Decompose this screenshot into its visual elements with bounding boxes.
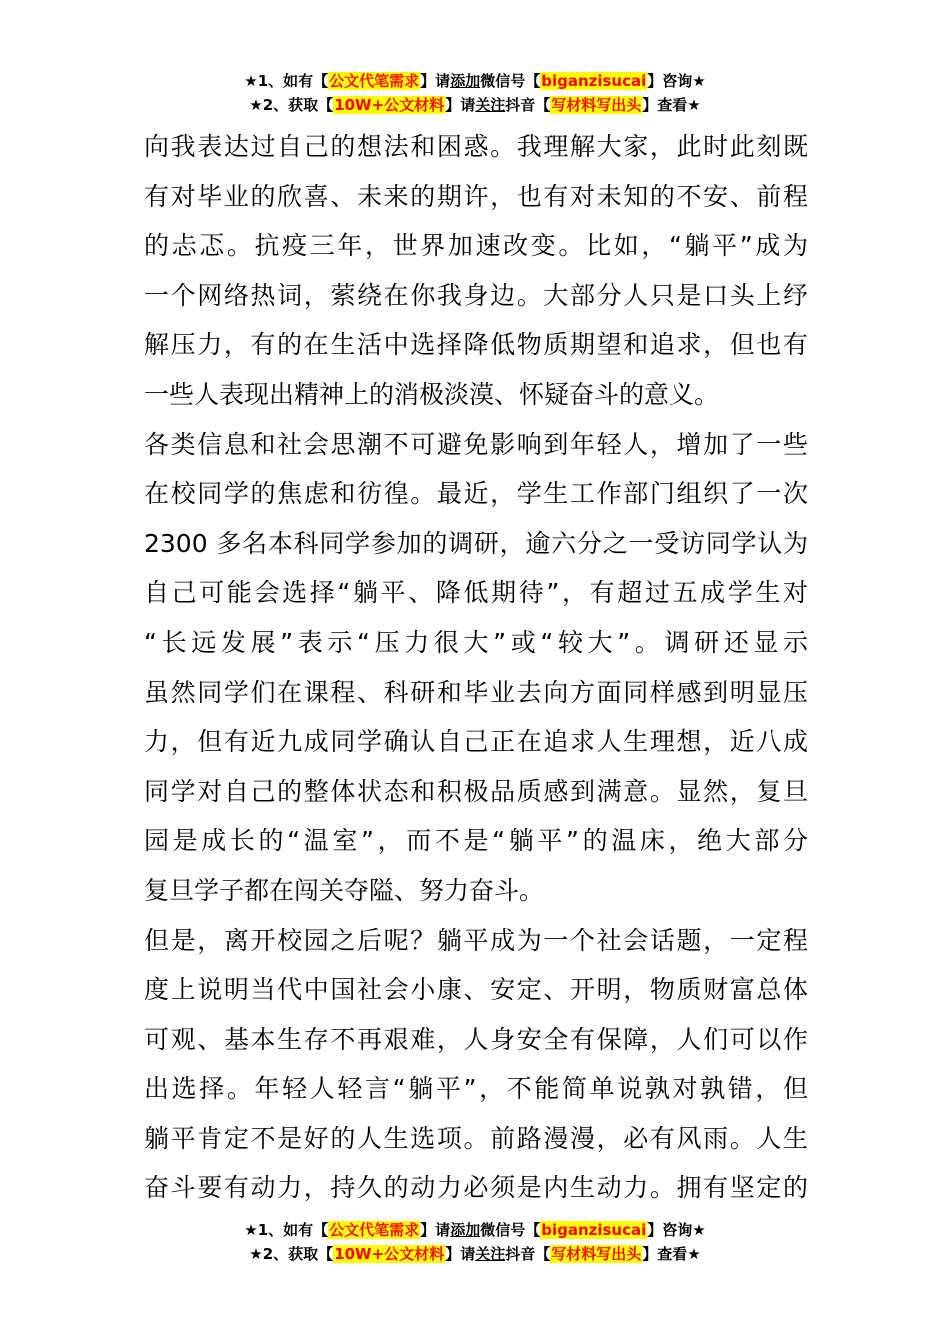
highlight-wechat-id: biganzisucai (541, 72, 647, 90)
underlined-word: 关注 (475, 1245, 506, 1263)
underlined-word: 添加 (450, 72, 481, 90)
body-line: 度上说明当代中国社会小康、安定、开明，物质财富总体 (144, 975, 808, 1005)
banner-line-2: ★2、获取【10W+公文材料】请关注抖音【写材料写出头】查看★ (249, 96, 701, 114)
header-banner (0, 70, 950, 118)
body-line: 同学对自己的整体状态和积极品质感到满意。显然，复旦 (144, 776, 808, 806)
banner-line-2: ★2、获取【10W+公文材料】请关注抖音【写材料写出头】查看★ (249, 1245, 701, 1263)
body-line: 可观、基本生存不再艰难，人身安全有保障，人们可以作 (144, 1024, 808, 1054)
banner-line-1: ★1、如有【公文代笔需求】请添加微信号【biganzisucai】咨询★ (244, 72, 706, 90)
footer-banner (0, 1219, 950, 1267)
highlight-service: 公文代笔需求 (329, 1221, 420, 1239)
body-line: 奋斗要有动力，持久的动力必须是内生动力。拥有坚定的 (144, 1173, 808, 1203)
banner-line-1: ★1、如有【公文代笔需求】请添加微信号【biganzisucai】咨询★ (244, 1221, 706, 1239)
body-line: 但是，离开校园之后呢？躺平成为一个社会话题，一定程 (144, 925, 808, 955)
highlight-douyin-account: 写材料写出头 (551, 1245, 642, 1263)
highlight-materials: 10W+公文材料 (334, 1245, 445, 1263)
underlined-word: 添加 (450, 1221, 481, 1239)
highlight-service: 公文代笔需求 (329, 72, 420, 90)
body-line: 一个网络热词，萦绕在你我身边。大部分人只是口头上纾 (144, 280, 808, 310)
body-line: 解压力，有的在生活中选择降低物质期望和追求，但也有 (144, 330, 808, 360)
body-line: 2300 多名本科同学参加的调研，逾六分之一受访同学认为 (144, 528, 808, 558)
body-line: 的忐忑。抗疫三年，世界加速改变。比如，“躺平”成为 (144, 231, 808, 261)
body-line: 在校同学的焦虑和彷徨。最近，学生工作部门组织了一次 (144, 479, 808, 509)
document-body (144, 122, 808, 1213)
highlight-materials: 10W+公文材料 (334, 96, 445, 114)
body-line: 力，但有近九成同学确认自己正在追求人生理想，近八成 (144, 727, 808, 757)
body-line: 出选择。年轻人轻言“躺平”，不能简单说孰对孰错，但 (144, 1074, 808, 1104)
underlined-word: 关注 (475, 96, 506, 114)
body-line: 园是成长的“温室”，而不是“躺平”的温床，绝大部分 (144, 826, 808, 856)
body-line: 自己可能会选择“躺平、降低期待”，有超过五成学生对 (144, 578, 808, 608)
body-line: 虽然同学们在课程、科研和毕业去向方面同样感到明显压 (144, 677, 808, 707)
body-line: 复旦学子都在闯关夺隘、努力奋斗。 (144, 875, 545, 905)
body-line: 一些人表现出精神上的消极淡漠、怀疑奋斗的意义。 (144, 379, 720, 409)
body-line: “长远发展”表示“压力很大”或“较大”。调研还显示 (144, 627, 808, 657)
body-line: 向我表达过自己的想法和困惑。我理解大家，此时此刻既 (144, 132, 808, 161)
body-line: 各类信息和社会思潮不可避免影响到年轻人，增加了一些 (144, 429, 808, 459)
body-line: 有对毕业的欣喜、未来的期许，也有对未知的不安、前程 (144, 181, 808, 211)
highlight-douyin-account: 写材料写出头 (551, 96, 642, 114)
highlight-wechat-id: biganzisucai (541, 1221, 647, 1239)
body-line: 躺平肯定不是好的人生选项。前路漫漫，必有风雨。人生 (144, 1123, 808, 1153)
